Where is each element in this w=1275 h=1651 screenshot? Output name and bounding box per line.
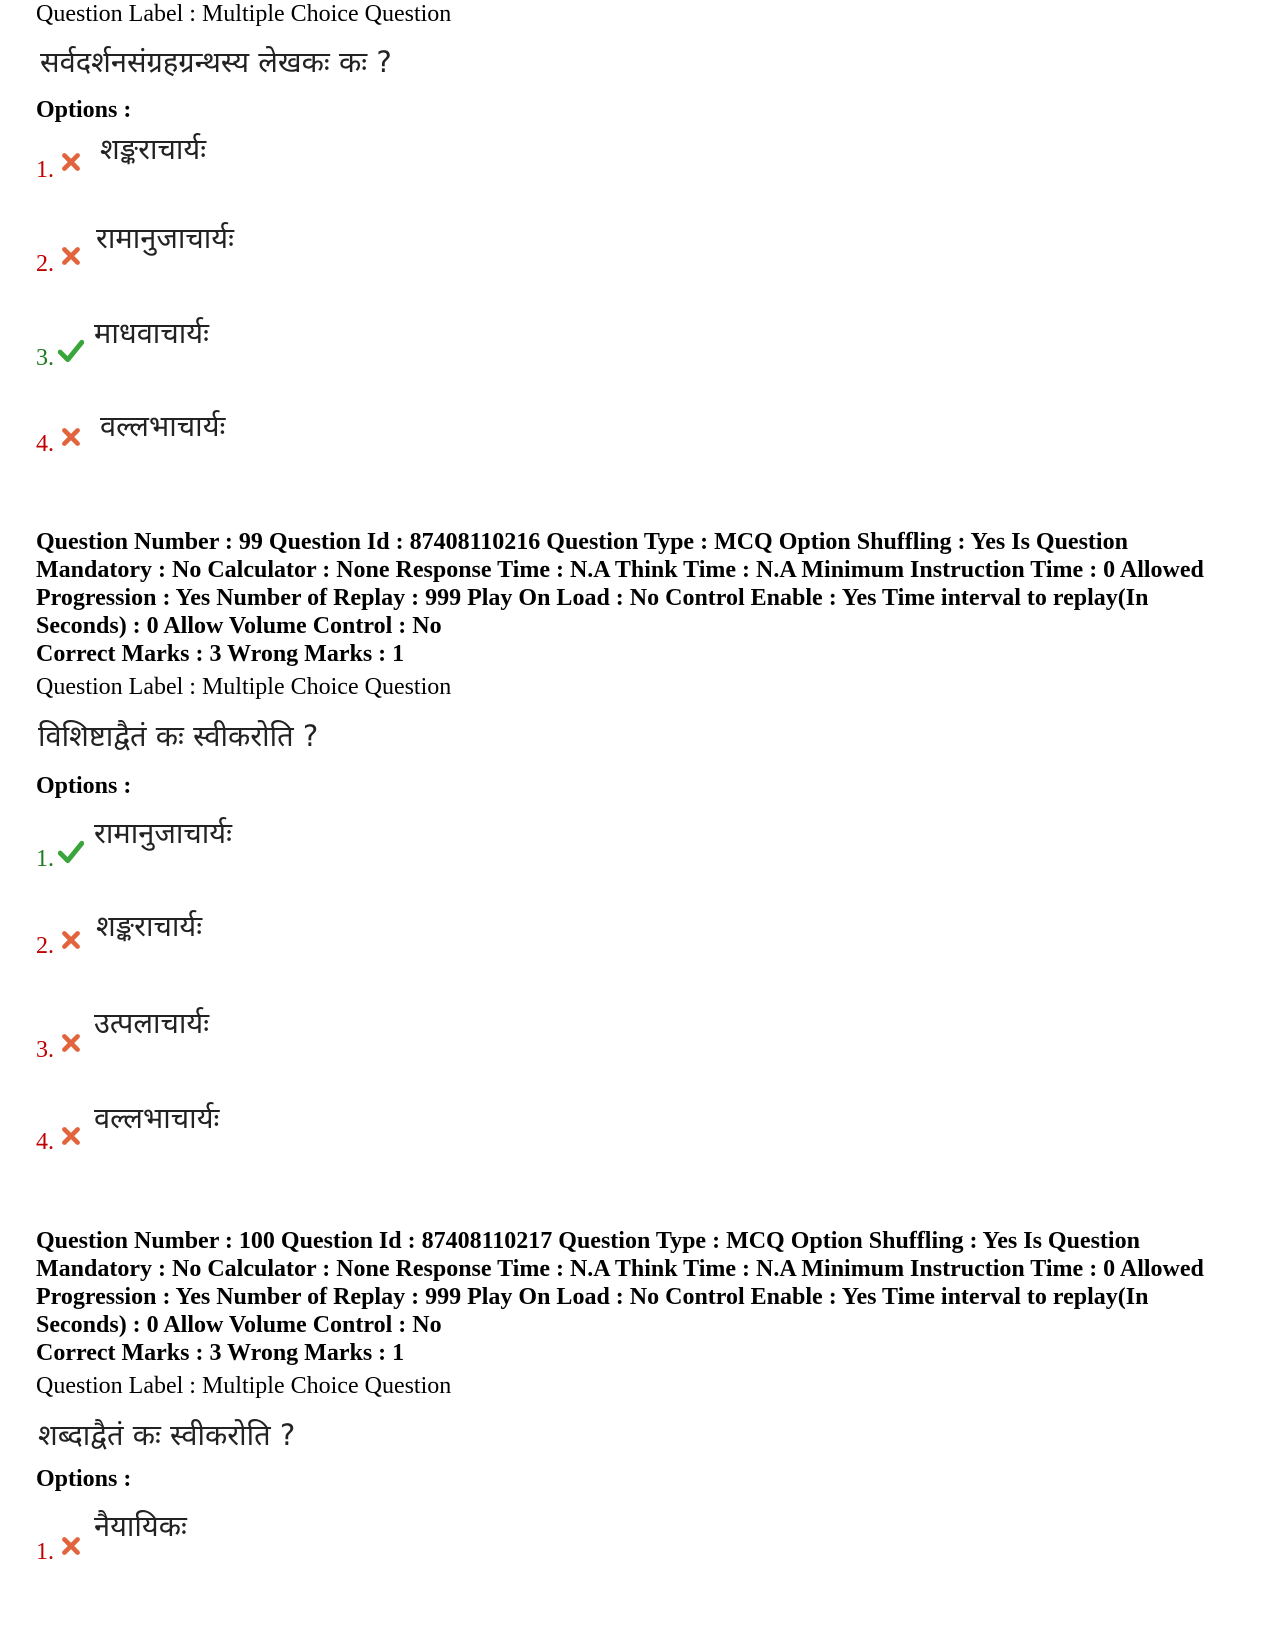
option-number: 1.	[36, 846, 54, 872]
cross-icon	[60, 1125, 82, 1147]
option-text: वल्लभाचार्यः	[94, 1101, 220, 1135]
question-label: Question Label : Multiple Choice Question	[36, 1373, 452, 1399]
option-text: शङ्कराचार्यः	[96, 909, 203, 943]
cross-icon	[60, 151, 82, 173]
options-heading: Options :	[36, 1466, 132, 1492]
options-heading: Options :	[36, 773, 132, 799]
option-number: 2.	[36, 933, 54, 959]
marks-info: Correct Marks : 3 Wrong Marks : 1	[36, 641, 405, 667]
question-label: Question Label : Multiple Choice Question	[36, 674, 452, 700]
question-text: शब्दाद्वैतं कः स्वीकरोति ?	[38, 1418, 296, 1452]
option-number: 3.	[36, 1037, 54, 1063]
option-number: 3.	[36, 345, 54, 371]
question-label	[36, 0, 451, 28]
option-text: उत्पलाचार्यः	[94, 1006, 210, 1040]
option-number: 4.	[36, 431, 54, 457]
marks-info: Correct Marks : 3 Wrong Marks : 1	[36, 1340, 405, 1366]
cross-icon	[60, 426, 82, 448]
question-text: विशिष्टाद्वैतं कः स्वीकरोति ?	[38, 719, 319, 753]
question-meta: Question Number : 99 Question Id : 87408110216 Question Type : MCQ Option Shuffling : Yes Is Question Mandatory : No Calculator : None Response Time : N.A Think Time : N.A Minimum Instruction Time : 0 Allowed Progression : Yes Number of Replay : 999 Play On Load : No Control Enable : Yes Time interval to replay(In Seconds) : 0 Allow Volume Control : No	[36, 529, 1204, 639]
question-meta: Question Number : 100 Question Id : 87408110217 Question Type : MCQ Option Shuffling : Yes Is Question Mandatory : No Calculator : None Response Time : N.A Think Time : N.A Minimum Instruction Time : 0 Allowed Progression : Yes Number of Replay : 999 Play On Load : No Control Enable : Yes Time interval to replay(In Seconds) : 0 Allow Volume Control : No	[36, 1228, 1204, 1338]
option-number: 2.	[36, 251, 54, 277]
check-icon	[58, 339, 84, 363]
option-text: रामानुजाचार्यः	[94, 816, 232, 850]
check-icon	[58, 840, 84, 864]
option-text: नैयायिकः	[94, 1509, 187, 1543]
cross-icon	[60, 929, 82, 951]
options-heading: Options :	[36, 97, 132, 123]
cross-icon	[60, 1535, 82, 1557]
option-number: 1.	[36, 157, 54, 183]
cross-icon	[60, 1032, 82, 1054]
option-text: वल्लभाचार्यः	[100, 409, 226, 443]
option-number: 1.	[36, 1539, 54, 1565]
option-text: माधवाचार्यः	[94, 316, 209, 350]
cross-icon	[60, 245, 82, 267]
question-label-value: Multiple Choice Question	[201, 1, 452, 27]
option-text: रामानुजाचार्यः	[96, 221, 234, 255]
option-text: शङ्कराचार्यः	[100, 132, 207, 166]
question-text: सर्वदर्शनसंग्रहग्रन्थस्य लेखकः कः ?	[40, 45, 392, 79]
option-number: 4.	[36, 1129, 54, 1155]
question-label-prefix: Question Label :	[36, 1, 202, 27]
